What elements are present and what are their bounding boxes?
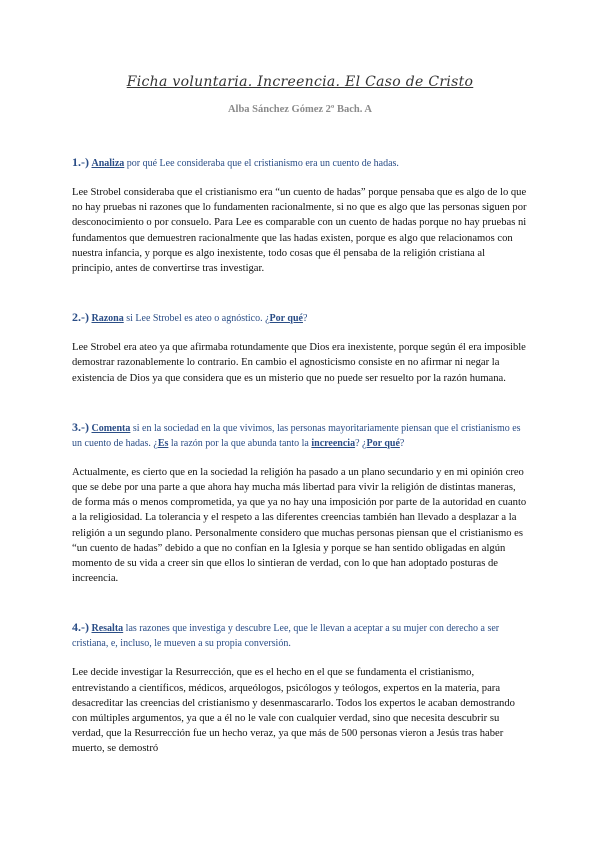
question-keyword: Resalta (91, 623, 124, 635)
question-keyword: Es (157, 437, 169, 449)
question-text: la razón por la que abunda tanto la (168, 437, 312, 449)
question-number: 3.-) (72, 419, 89, 434)
question-number: 2.-) (72, 310, 89, 325)
question-number: 4.-) (72, 620, 89, 635)
question-keyword: increencia (311, 437, 356, 449)
question-keyword: Por qué (366, 437, 400, 449)
question-2 (72, 310, 528, 326)
question-text: si en la sociedad en la que vivimos, las personas mayoritariamente piensan que el cristianismo es un cuento de hadas. ¿ (72, 422, 521, 449)
question-keyword: Razona (91, 313, 124, 325)
question-1 (72, 155, 528, 171)
answer-2: Lee Strobel era ateo ya que afirmaba rotundamente que Dios era inexistente, porque según él era imposible demostrar razonablemente lo contrario. En cambio el agnosticismo consiste en no afirmar ni negar la existencia de Dios ya que considera que es un misterio que no puede ser resuelto por la razón humana. (72, 342, 526, 384)
question-number: 1.-) (72, 155, 89, 169)
question-text: ? (399, 437, 405, 449)
question-keyword: Analiza (91, 158, 125, 169)
answer-4: Lee decide investigar la Resurrección, que es el hecho en el que se fundamenta el cristianismo, entrevistando a científicos, médicos, arqueólogos, psicólogos y teólogos, expertos en la materia, para desacreditar las creencias del cristianismo y desenmascararlo. Todos los expertos le acaban demostrando con múltiples argumentos, ya que a él no le vale con cualquier verdad, sino que necesita descubrir su verdad, que la Resurrección fue un hecho veraz, ya que más de 500 personas vieron a Jesús tras haber muerto, se demostró (72, 667, 515, 755)
question-4 (72, 620, 528, 651)
answer-3: Actualmente, es cierto que en la sociedad la religión ha pasado a un plano secundario y en mi opinión creo que se debe por una parte a que ahora hay mucha más libertad para vivir la religión de distintas maneras, de forma más o menos comprometida, ya que ya no hay una imposición por parte de la autoridad en cuanto a la religiosidad. La tolerancia y el respeto a las diferentes creencias también han llevado a desplazar a la religión a un segundo plano. Personalmente considero que muchas personas piensan que el cristianismo es “un cuento de hadas” debido a que no confían en la Iglesia y porque se han sentido obligadas en algún momento de su vida a creer sin que ellos lo sintieran de verdad, con lo que han adoptado posturas de increencia. (72, 466, 527, 585)
question-text: por qué Lee consideraba que el cristianismo era un cuento de hadas. (124, 158, 399, 169)
question-text: ? ¿ (355, 437, 367, 449)
document-title: Ficha voluntaria. Increencia. El Caso de Cristo (126, 74, 474, 90)
question-text: las razones que investiga y descubre Lee, que le llevan a aceptar a su mujer con derecho a ser cristiana, e, incluso, le mueven a su propia conversión. (72, 623, 500, 650)
answer-1: Lee Strobel consideraba que el cristianismo era “un cuento de hadas” porque pensaba que es algo de lo que no hay pruebas ni razones que lo fundamenten racionalmente, si no que es algo que las personas siguen por desconocimiento o por consuelo. Para Lee es comparable con un cuento de hadas porque no hay pruebas ni fundamentos que demuestren racionalmente que las hadas existen, porque es algo que relacionamos con nuestra infancia, y porque es algo inexistente, todo cosas que él pensaba de la religión cristiana al principio, antes de convertirse tras investigar. (72, 187, 527, 275)
question-3 (72, 420, 528, 451)
document-author: Alba Sánchez Gómez 2º Bach. A (227, 104, 373, 115)
question-text: si Lee Strobel es ateo o agnóstico. ¿ (123, 313, 270, 325)
question-keyword: Por qué (269, 313, 303, 325)
question-keyword: Comenta (91, 422, 131, 434)
question-text: ? (302, 313, 308, 325)
